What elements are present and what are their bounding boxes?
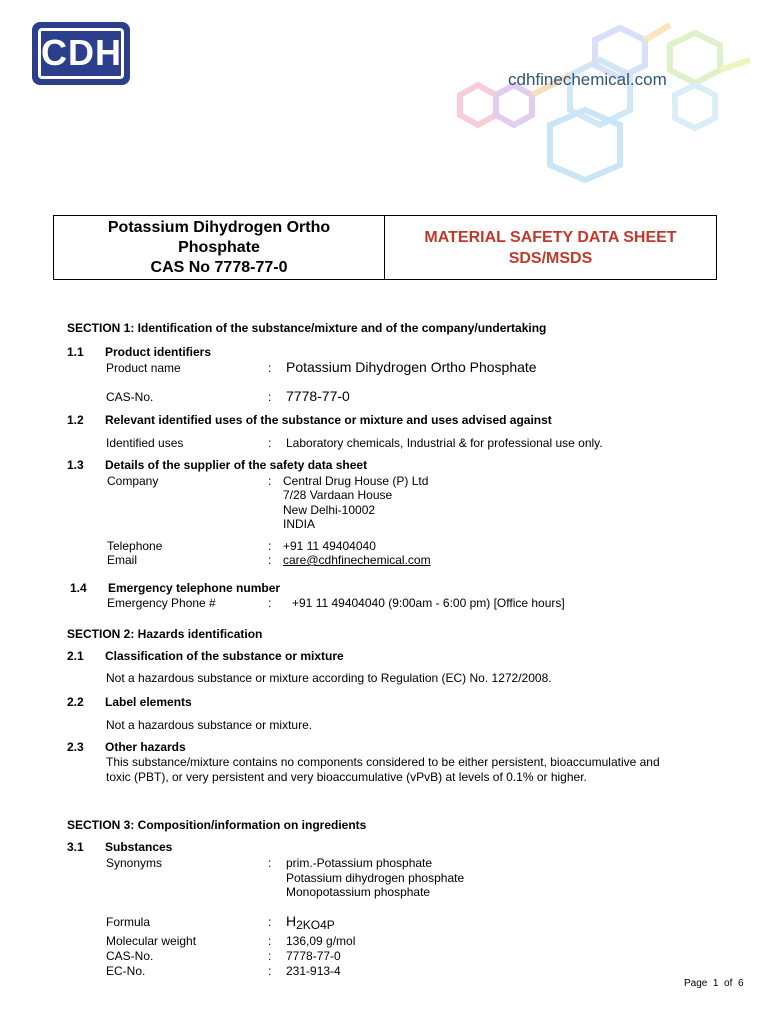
product-cas-line: CAS No 7778-77-0: [150, 259, 288, 276]
cas-value-s3: 7778-77-0: [286, 949, 341, 963]
formula-h: H: [286, 913, 297, 929]
s1-3-number: 1.3: [67, 458, 84, 472]
s2-3-number: 2.3: [67, 740, 84, 754]
s2-1-number: 2.1: [67, 649, 84, 663]
product-name-value: Potassium Dihydrogen Ortho Phosphate: [286, 359, 537, 375]
emergency-phone-label: Emergency Phone #: [107, 596, 216, 610]
s1-2-title: Relevant identified uses of the substance or mixture and uses advised against: [105, 413, 552, 427]
formula-rest: 2KO4P: [296, 918, 335, 932]
colon: :: [268, 856, 272, 870]
s2-3-title: Other hazards: [105, 740, 186, 754]
cas-value: 7778-77-0: [286, 388, 350, 404]
company-line: INDIA: [283, 517, 316, 531]
document-type-line2: SDS/MSDS: [508, 250, 593, 267]
colon: :: [268, 964, 272, 978]
emergency-phone-value: +91 11 49404040 (9:00am - 6:00 pm) [Office hours]: [292, 596, 565, 610]
section1-heading: SECTION 1: Identification of the substance/mixture and of the company/undertaking: [67, 321, 547, 335]
s2-2-number: 2.2: [67, 695, 84, 709]
cdh-logo: [32, 22, 130, 85]
company-line: New Delhi-10002: [283, 503, 376, 517]
other-hazards-text-line2: toxic (PBT), or very persistent and very bioaccumulative (vPvB) at levels of 0.1% or higher.: [106, 770, 587, 784]
identified-uses-value: Laboratory chemicals, Industrial & for professional use only.: [286, 436, 603, 450]
website-url[interactable]: cdhfinechemical.com: [508, 70, 667, 89]
synonym-item: prim.-Potassium phosphate: [286, 856, 433, 870]
section2-heading: SECTION 2: Hazards identification: [67, 627, 263, 641]
colon: :: [268, 361, 272, 375]
classification-text: Not a hazardous substance or mixture according to Regulation (EC) No. 1272/2008.: [106, 671, 552, 685]
product-title: [54, 216, 384, 278]
synonyms-label: Synonyms: [106, 856, 163, 870]
ec-value: 231-913-4: [286, 964, 341, 978]
s1-1-number: 1.1: [67, 345, 84, 359]
page-number: 1: [712, 978, 719, 989]
cas-label: CAS-No.: [106, 390, 154, 404]
molecular-weight-label: Molecular weight: [106, 934, 197, 948]
company-line: Central Drug House (P) Ltd: [283, 474, 429, 488]
email-link[interactable]: care@cdhfinechemical.com: [283, 553, 431, 567]
telephone-label: Telephone: [107, 539, 163, 553]
email-label: Email: [107, 553, 138, 567]
s2-2-title: Label elements: [105, 695, 192, 709]
of-label: of: [724, 978, 733, 989]
cas-label-s3: CAS-No.: [106, 949, 154, 963]
s1-4-title: Emergency telephone number: [108, 581, 281, 595]
product-title-line2: Phosphate: [178, 239, 260, 256]
colon: :: [268, 436, 272, 450]
identified-uses-label: Identified uses: [106, 436, 184, 450]
logo-text: CDH: [38, 28, 124, 79]
title-box: [53, 215, 717, 280]
section3-heading: SECTION 3: Composition/information on ingredients: [67, 818, 367, 832]
company-line: 7/28 Vardaan House: [283, 488, 393, 502]
colon: :: [268, 934, 272, 948]
company-label: Company: [107, 474, 159, 488]
colon: :: [268, 539, 272, 553]
document-type-line1: MATERIAL SAFETY DATA SHEET: [424, 229, 677, 246]
formula-value: [286, 913, 335, 931]
formula-label: Formula: [106, 915, 151, 929]
page-total: 6: [737, 978, 744, 989]
other-hazards-text-line1: This substance/mixture contains no components considered to be either persistent, bioaccumulative and: [106, 755, 660, 769]
colon: :: [268, 949, 272, 963]
product-name-label: Product name: [106, 361, 181, 375]
s3-1-title: Substances: [105, 840, 173, 854]
document-type: [385, 216, 716, 269]
molecular-weight-value: 136,09 g/mol: [286, 934, 356, 948]
telephone-value: +91 11 49404040: [283, 539, 376, 553]
s1-2-number: 1.2: [67, 413, 84, 427]
colon: :: [268, 474, 272, 488]
colon: :: [268, 915, 272, 929]
page-indicator: [684, 978, 744, 989]
s1-3-title: Details of the supplier of the safety data sheet: [105, 458, 368, 472]
product-title-line1: Potassium Dihydrogen Ortho: [107, 219, 331, 236]
label-elements-text: Not a hazardous substance or mixture.: [106, 718, 313, 732]
molecule-graphic: [420, 0, 768, 200]
page-label: Page: [684, 978, 708, 989]
colon: :: [268, 553, 272, 567]
synonym-item: Potassium dihydrogen phosphate: [286, 871, 465, 885]
s1-4-number: 1.4: [70, 581, 87, 595]
s1-1-title: Product identifiers: [105, 345, 212, 359]
colon: :: [268, 596, 272, 610]
s2-1-title: Classification of the substance or mixture: [105, 649, 344, 663]
synonym-item: Monopotassium phosphate: [286, 885, 431, 899]
colon: :: [268, 390, 272, 404]
ec-label: EC-No.: [106, 964, 146, 978]
s3-1-number: 3.1: [67, 840, 84, 854]
